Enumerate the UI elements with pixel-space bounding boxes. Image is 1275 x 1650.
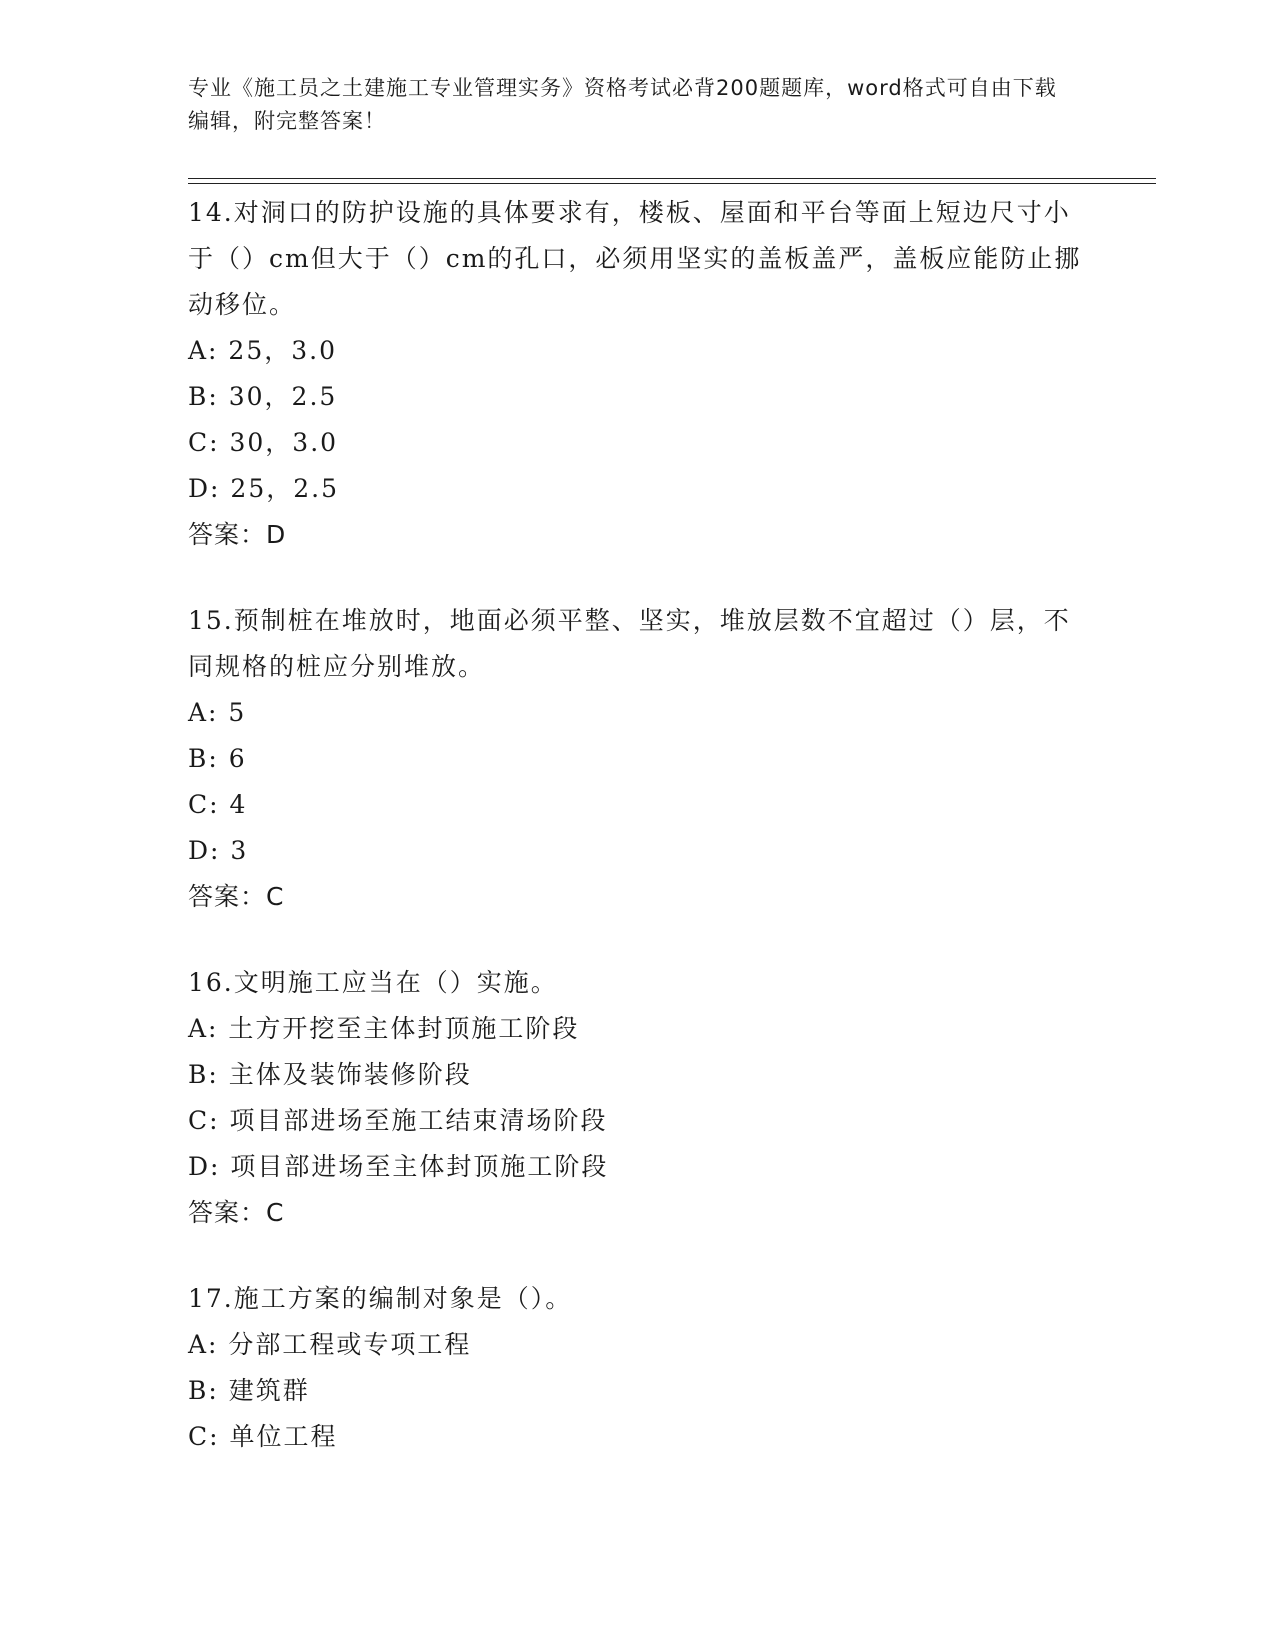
option-d: D: 25，2.5: [188, 474, 339, 503]
question-14: [188, 190, 1088, 558]
option-c: C: 4: [188, 790, 248, 819]
question-16: [188, 960, 1088, 1236]
question-stem: 17.施工方案的编制对象是（）。: [188, 1284, 573, 1313]
question-stem: 15.预制桩在堆放时，地面必须平整、坚实，堆放层数不宜超过（）层，不同规格的桩应分别堆放。: [188, 606, 1071, 681]
spacer: [188, 558, 1088, 598]
question-list: [188, 190, 1088, 1460]
option-a: A: 土方开挖至主体封顶施工阶段: [188, 1014, 580, 1043]
document-header: [188, 72, 1078, 138]
option-b: B: 30，2.5: [188, 382, 338, 411]
option-b: B: 建筑群: [188, 1376, 310, 1405]
option-c: C: 30，3.0: [188, 428, 339, 457]
question-stem: 16.文明施工应当在（）实施。: [188, 968, 558, 997]
option-b: B: 主体及装饰装修阶段: [188, 1060, 472, 1089]
option-c: C: 项目部进场至施工结束清场阶段: [188, 1106, 608, 1135]
question-stem: 14.对洞口的防护设施的具体要求有，楼板、屋面和平台等面上短边尺寸小于（）cm但大于（）cm的孔口，必须用坚实的盖板盖严，盖板应能防止挪动移位。: [188, 198, 1082, 319]
spacer: [188, 1236, 1088, 1276]
spacer: [188, 920, 1088, 960]
option-d: D: 项目部进场至主体封顶施工阶段: [188, 1152, 609, 1181]
document-title: 专业《施工员之土建施工专业管理实务》资格考试必背200题题库，word格式可自由下载编辑，附完整答案！: [188, 76, 1057, 133]
question-17: [188, 1276, 1088, 1460]
header-divider-top: [188, 178, 1156, 179]
question-15: [188, 598, 1088, 920]
option-a: A: 5: [188, 698, 247, 727]
option-c: C: 单位工程: [188, 1422, 338, 1451]
answer-line: 答案：D: [188, 520, 287, 549]
answer-line: 答案：C: [188, 1198, 285, 1227]
option-a: A: 25，3.0: [188, 336, 337, 365]
option-a: A: 分部工程或专项工程: [188, 1330, 472, 1359]
answer-line: 答案：C: [188, 882, 285, 911]
option-d: D: 3: [188, 836, 249, 865]
header-divider-bottom: [188, 183, 1156, 184]
option-b: B: 6: [188, 744, 247, 773]
